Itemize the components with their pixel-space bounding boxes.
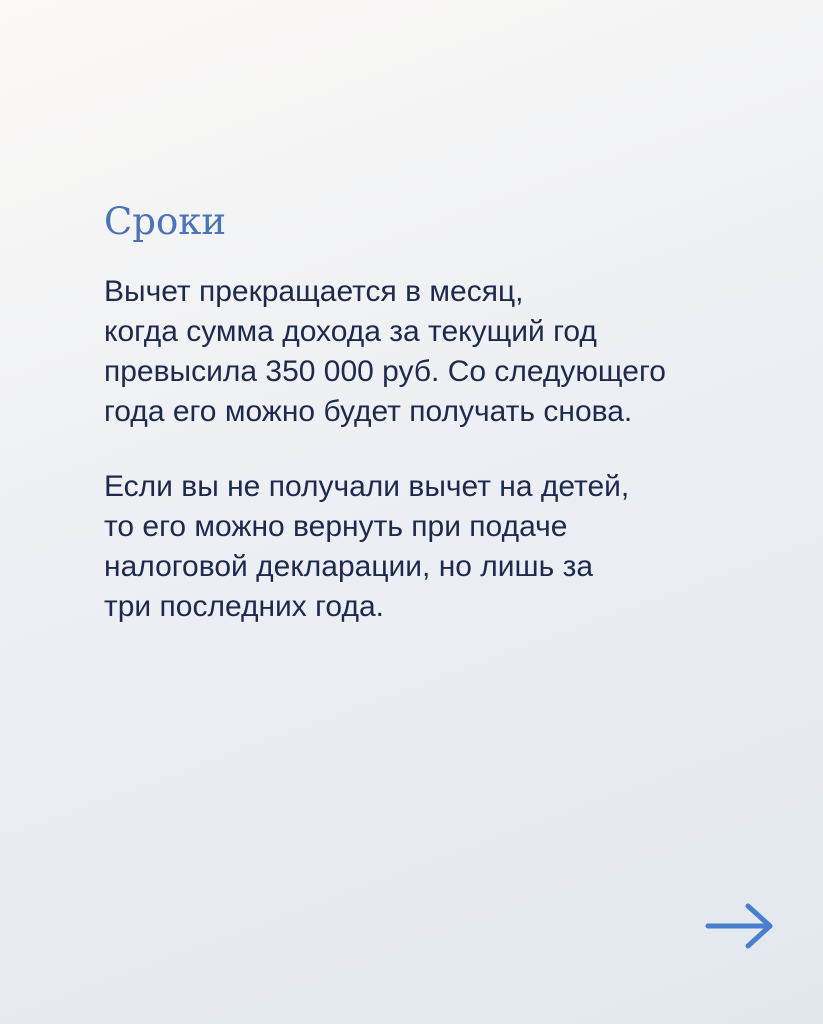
paragraph-line: Вычет прекращается в месяц, [104,275,524,308]
slide-title: Сроки [104,200,227,243]
paragraph-line: когда сумма дохода за текущий год [104,315,597,348]
paragraph-refund [104,467,629,627]
paragraph-line: Если вы не получали вычет на детей, [104,470,630,503]
paragraph-line: налоговой декларации, но лишь за [104,550,594,583]
paragraph-line: три последних года. [104,590,384,623]
paragraph-line: то его можно вернуть при подаче [104,510,568,543]
paragraph-line: превысила 350 000 руб. Со следующего [104,355,666,388]
paragraph-deadline [104,272,666,432]
paragraph-line: года его можно будет получать снова. [104,395,633,428]
next-slide-button[interactable] [700,896,780,956]
arrow-right-icon [700,896,780,956]
